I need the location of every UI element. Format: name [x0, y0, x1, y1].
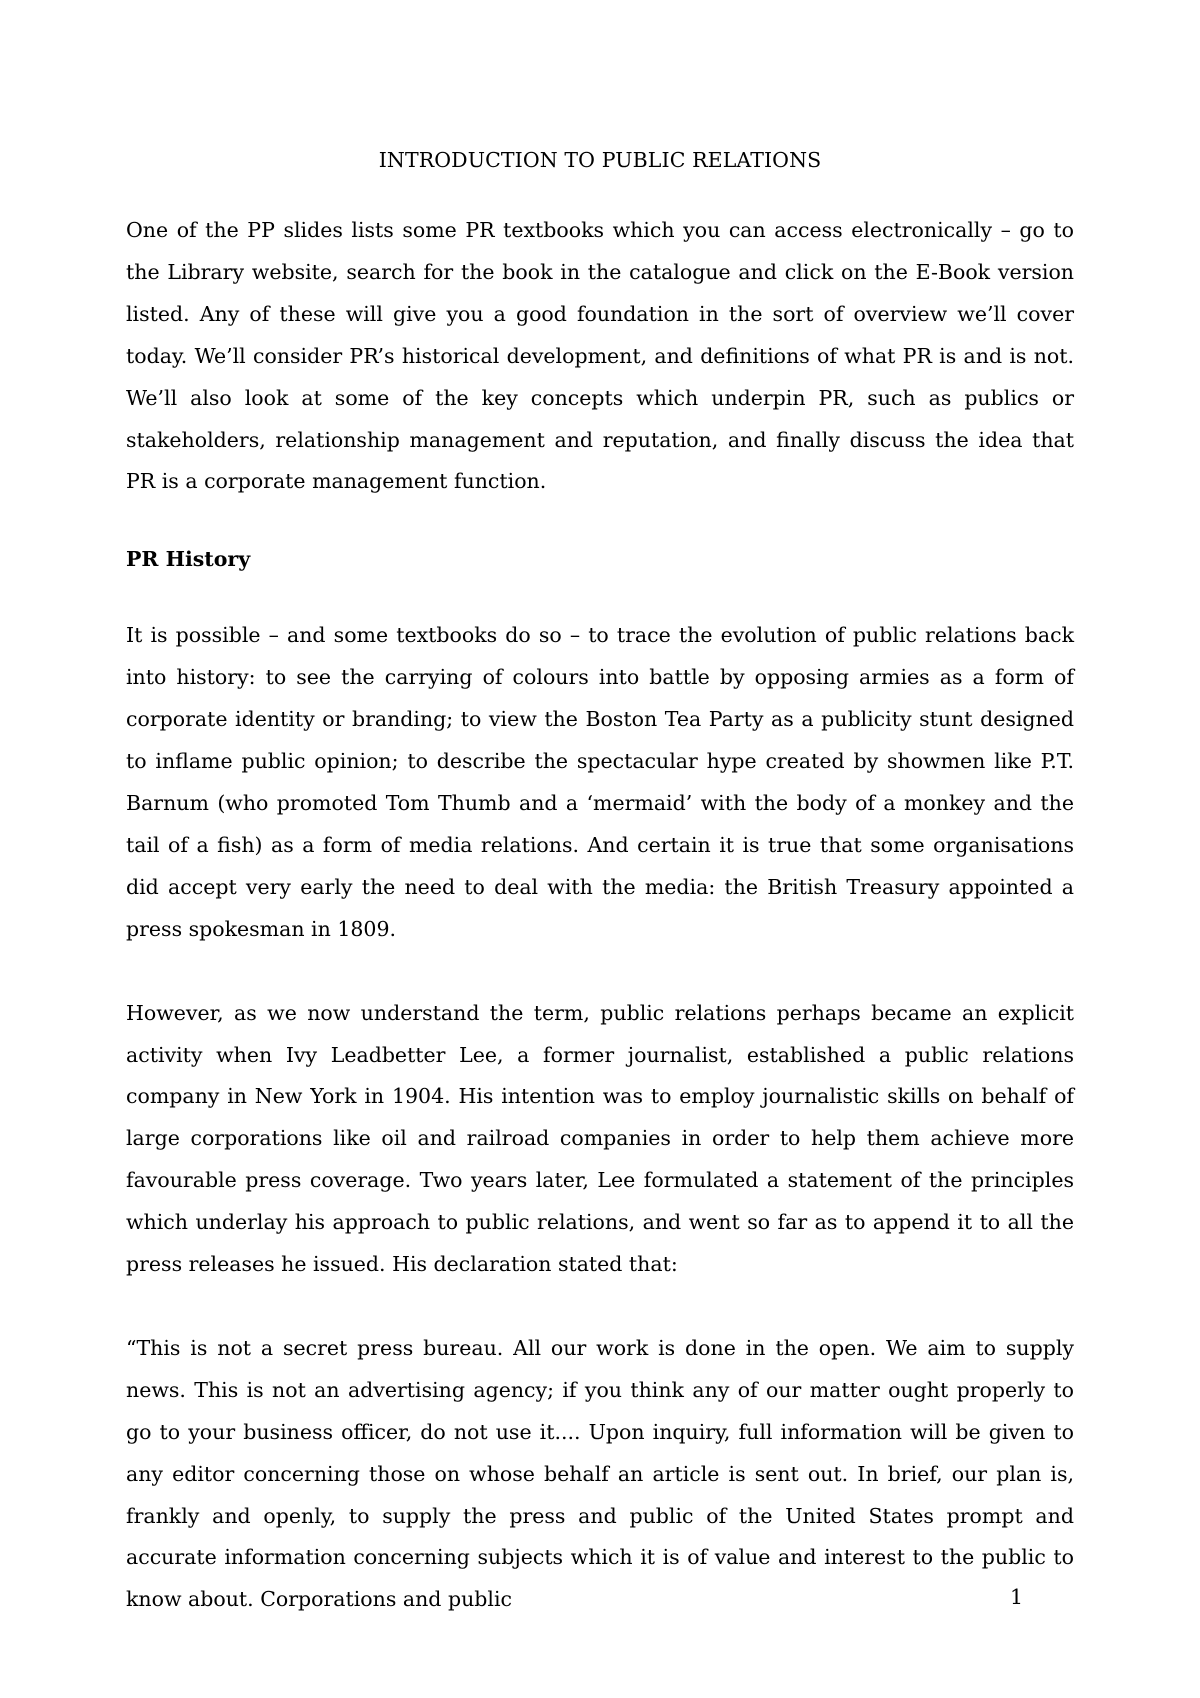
- history-paragraph-2: However, as we now understand the term, public relations perhaps became an explicit activity when Ivy Leadbetter Lee, a former journalist, established a public relations company in New York in 1904. His intention was to employ journalistic skills on behalf of large corporations like oil and railroad companies in order to help them achieve more favourable press coverage. Two years later, Lee formulated a statement of the principles which underlay his approach to public relations, and went so far as to append it to all the press releases he issued. His declaration stated that:: [126, 1000, 1074, 1277]
- section-heading-pr-history: PR History: [126, 547, 251, 572]
- intro-paragraph: One of the PP slides lists some PR textbooks which you can access electronically – go to the Library website, search for the book in the catalogue and click on the E-Book version listed. Any of these will give you a good foundation in the sort of overview we’ll cover today. We’ll consider PR’s historical development, and definitions of what PR is and is not. We’ll also look at some of the key concepts which underpin PR, such as publics or stakeholders, relationship management and reputation, and finally discuss the idea that PR is a corporate management function.: [126, 218, 1074, 494]
- lee-declaration-quote: “This is not a secret press bureau. All our work is done in the open. We aim to supply news. This is not an advertising agency; if you think any of our matter ought properly to go to your business officer, do not use it.... Upon inquiry, full information will be given to any editor concerning those on whose behalf an article is sent out. In brief, our plan is, frankly and openly, to supply the press and public of the United States prompt and accurate information concerning subjects which it is of value and interest to the public to know about. Corporations and public: [126, 1335, 1074, 1612]
- document-title: INTRODUCTION TO PUBLIC RELATIONS: [378, 148, 822, 172]
- page-content: [126, 146, 1074, 1621]
- history-paragraph-1: It is possible – and some textbooks do so – to trace the evolution of public relations back into history: to see the carrying of colours into battle by opposing armies as a form of corporate identity or branding; to view the Boston Tea Party as a publicity stunt designed to inflame public opinion; to describe the spectacular hype created by showmen like P.T. Barnum (who promoted Tom Thumb and a ‘mermaid’ with the body of a monkey and the tail of a fish) as a form of media relations. And certain it is true that some organisations did accept very early the need to deal with the media: the British Treasury appointed a press spokesman in 1809.: [126, 623, 1074, 941]
- page-number: 1: [1010, 1585, 1024, 1609]
